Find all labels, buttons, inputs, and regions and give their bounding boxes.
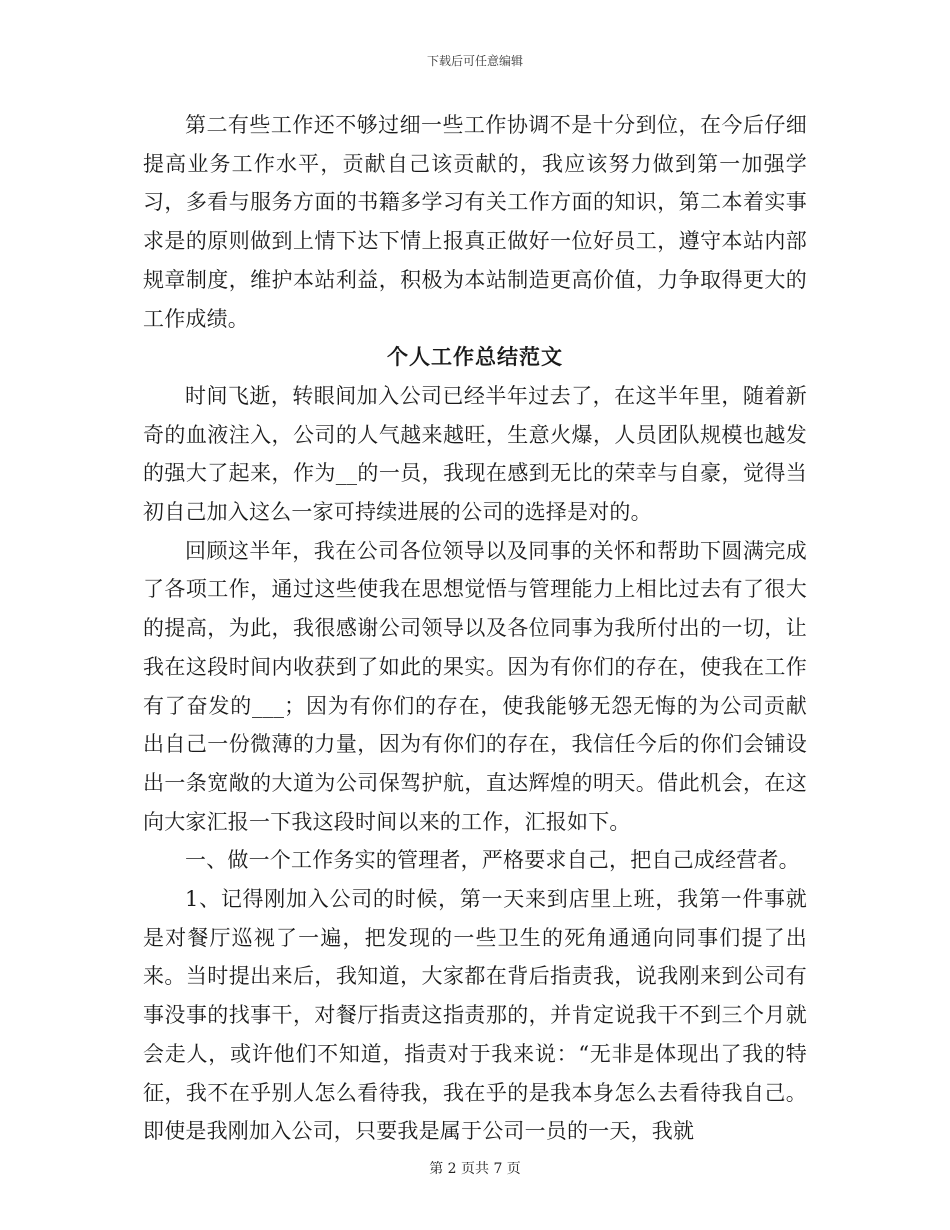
paragraph-1: 第二有些工作还不够过细一些工作协调不是十分到位，在今后仔细提高业务工作水平，贡献自己该贡献的，我应该努力做到第一加强学习，多看与服务方面的书籍多学习有关工作方面的知识，第二本着实事求是的原则做到上情下达下情上报真正做好一位好员工，遵守本站内部规章制度，维护本站利益，积极为本站制造更高价值，力争取得更大的工作成绩。 — [143, 113, 807, 331]
paragraph-5: 1、记得刚加入公司的时候，第一天来到店里上班，我第一件事就是对餐厅巡视了一遍，把发现的一些卫生的死角通通向同事们提了出来。当时提出来后，我知道，大家都在背后指责我，说我刚来到公司有事没事的找事干，对餐厅指责这指责那的，并肯定说我干不到三个月就会走人，或许他们不知道，指责对于我来说：“无非是体现出了我的特征，我不在乎别人怎么看待我，我在乎的是我本身怎么去看待我自己。即使是我刚加入公司，只要我是属于公司一员的一天，我就 — [143, 887, 807, 1144]
paragraph-4: 一、做一个工作务实的管理者，严格要求自己，把自己成经营者。 — [185, 848, 800, 873]
paragraph-2: 时间飞逝，转眼间加入公司已经半年过去了，在这半年里，随着新奇的血液注入，公司的人气越来越旺，生意火爆，人员团队规模也越发的强大了起来，作为__的一员，我现在感到无比的荣幸与自豪，觉得当初自己加入这么一家可持续进展的公司的选择是对的。 — [143, 383, 807, 525]
document-body — [143, 106, 807, 1151]
page-footer: 第 2 页共 7 页 — [429, 1161, 521, 1177]
page-header: 下载后可任意编辑 — [426, 54, 523, 68]
paragraph-3: 回顾这半年，我在公司各位领导以及同事的关怀和帮助下圆满完成了各项工作，通过这些使我在思想觉悟与管理能力上相比过去有了很大的提高，为此，我很感谢公司领导以及各位同事为我所付出的一切，让我在这段时间内收获到了如此的果实。因为有你们的存在，使我在工作有了奋发的___；因为有你们的存在，使我能够无怨无悔的为公司贡献出自己一份微薄的力量，因为有你们的存在，我信任今后的你们会铺设出一条宽敞的大道为公司保驾护航，直达辉煌的明天。借此机会，在这向大家汇报一下我这段时间以来的工作，汇报如下。 — [143, 538, 807, 834]
section-heading: 个人工作总结范文 — [387, 344, 563, 370]
